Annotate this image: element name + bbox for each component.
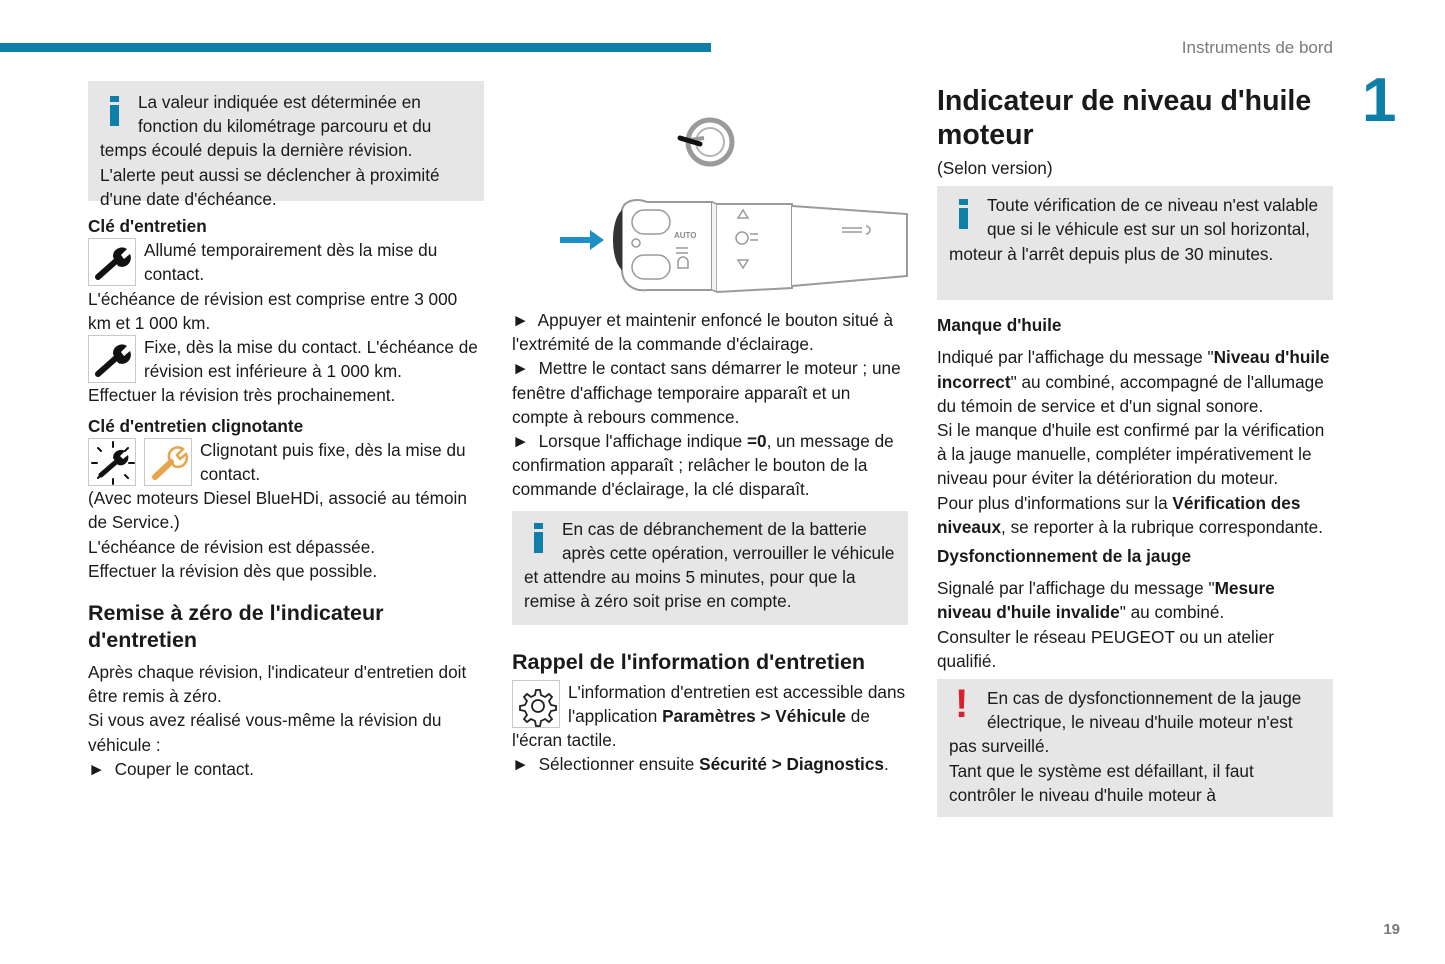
light-stalk-icon xyxy=(512,110,908,308)
key-lit-row xyxy=(88,238,484,286)
info-note xyxy=(88,81,484,209)
lack-confirm: Si le manque d'huile est confirmé par la vérification à la jauge manuelle, compléter impérativement le niveau pour éviter la détérioration du moteur. xyxy=(937,420,1325,489)
oil-info-note xyxy=(937,186,1333,300)
auto-label: AUTO xyxy=(674,231,697,240)
step-1: ► Appuyer et maintenir enfoncé le bouton situé à l'extrémité de la commande d'éclairage. xyxy=(512,310,894,355)
recall-step: ► Sélectionner ensuite Sécurité > Diagnostics. xyxy=(512,754,889,775)
header-accent-bar xyxy=(0,43,711,52)
battery-note-text: En cas de débranchement de la batterie après cette opération, verrouiller le véhicule et attendre au moins 5 minutes, pour que la remise à zéro soit prise en compte. xyxy=(524,518,895,612)
blink-advice: Effectuer la révision dès que possible. xyxy=(88,560,378,581)
info-icon xyxy=(100,90,138,138)
step-3: ► Lorsque l'affichage indique =0, un message de confirmation apparaît ; relâcher le bouton de la commande d'éclairage, la clé disparaît. xyxy=(512,431,894,500)
info-note-text: La valeur indiquée est déterminée en fonction du kilométrage parcouru et du temps écoulé depuis la dernière révision. L'alerte peut aussi se déclencher à proximité d'une date d'échéance. xyxy=(100,92,440,209)
steering-wheel-icon xyxy=(680,120,732,164)
key-fixed-row xyxy=(88,335,484,383)
page-number: 19 xyxy=(1383,921,1400,938)
gauge-consult: Consulter le réseau PEUGEOT ou un atelier qualifié. xyxy=(937,626,1274,671)
blink-row xyxy=(88,438,484,486)
key-lit-text: Allumé temporairement dès la mise du contact. xyxy=(144,240,438,285)
gauge-text: Signalé par l'affichage du message "Mesure niveau d'huile invalide" au combiné. xyxy=(937,578,1275,623)
oil-version: (Selon version) xyxy=(937,158,1053,178)
wrench-blinking-icon xyxy=(88,438,136,486)
reset-text-2: Si vous avez réalisé vous-même la révision du véhicule : xyxy=(88,710,442,755)
column-maintenance xyxy=(88,81,484,781)
blue-arrow-icon xyxy=(560,230,604,250)
key-lit-range: L'échéance de révision est comprise entre 3 000 km et 1 000 km. xyxy=(88,288,458,333)
wrench-icon xyxy=(88,238,136,286)
column-reset-procedure xyxy=(512,110,908,776)
recall-row xyxy=(512,680,908,753)
step-2: ► Mettre le contact sans démarrer le moteur ; une fenêtre d'affichage temporaire apparaît et un compte à rebours commence. xyxy=(512,358,901,427)
reset-title: Remise à zéro de l'indicateur d'entretien xyxy=(88,601,384,653)
chapter-number: 1 xyxy=(1362,66,1397,135)
warning-text-2: Tant que le système est défaillant, il faut contrôler le niveau d'huile moteur à xyxy=(949,760,1254,805)
info-icon xyxy=(524,517,562,565)
lack-title: Manque d'huile xyxy=(937,315,1062,336)
warning-icon: ! xyxy=(955,682,969,727)
blink-overdue: L'échéance de révision est dépassée. xyxy=(88,536,376,557)
gauge-title: Dysfonctionnement de la jauge xyxy=(937,546,1192,567)
warning-text-1: En cas de dysfonctionnement de la jauge électrique, le niveau d'huile moteur n'est pas surveillé. xyxy=(949,688,1302,757)
more-info: Pour plus d'informations sur la Vérification des niveaux, se reporter à la rubrique correspondante. xyxy=(937,492,1323,537)
wrench-orange-icon xyxy=(144,438,192,486)
blink-title: Clé d'entretien clignotante xyxy=(88,415,304,436)
recall-text: L'information d'entretien est accessible dans l'application Paramètres > Véhicule de l'écran tactile. xyxy=(512,681,906,751)
reset-text-1: Après chaque révision, l'indicateur d'entretien doit être remis à zéro. xyxy=(88,662,467,707)
section-title: Instruments de bord xyxy=(1181,38,1333,57)
recall-title: Rappel de l'information d'entretien xyxy=(512,649,866,674)
key-fixed-text: Fixe, dès la mise du contact. L'échéance de révision est inférieure à 1 000 km. xyxy=(144,337,478,382)
reset-step-1: ► Couper le contact. xyxy=(88,758,255,779)
lighting-stalk-illustration xyxy=(512,110,908,308)
blink-diesel: (Avec moteurs Diesel BlueHDi, associé au témoin de Service.) xyxy=(88,488,467,533)
info-icon xyxy=(949,193,987,241)
key-fixed-advice: Effectuer la révision très prochainement. xyxy=(88,385,396,406)
wrench-icon xyxy=(88,335,136,383)
blink-text: Clignotant puis fixe, dès la mise du contact. xyxy=(200,439,466,485)
column-oil-level xyxy=(937,84,1333,817)
gear-icon xyxy=(512,680,560,728)
key-title: Clé d'entretien xyxy=(88,216,207,236)
oil-info-note-text: Toute vérification de ce niveau n'est valable que si le véhicule est sur un sol horizontal, moteur à l'arrêt depuis plus de 30 minutes. xyxy=(949,195,1319,264)
lack-text: Indiqué par l'affichage du message "Niveau d'huile incorrect" au combiné, accompagné de l'allumage du témoin de service et d'un signal sonore. xyxy=(937,347,1330,416)
battery-note xyxy=(512,511,908,625)
oil-title: Indicateur de niveau d'huile moteur xyxy=(937,85,1312,151)
warning-note xyxy=(937,679,1333,817)
